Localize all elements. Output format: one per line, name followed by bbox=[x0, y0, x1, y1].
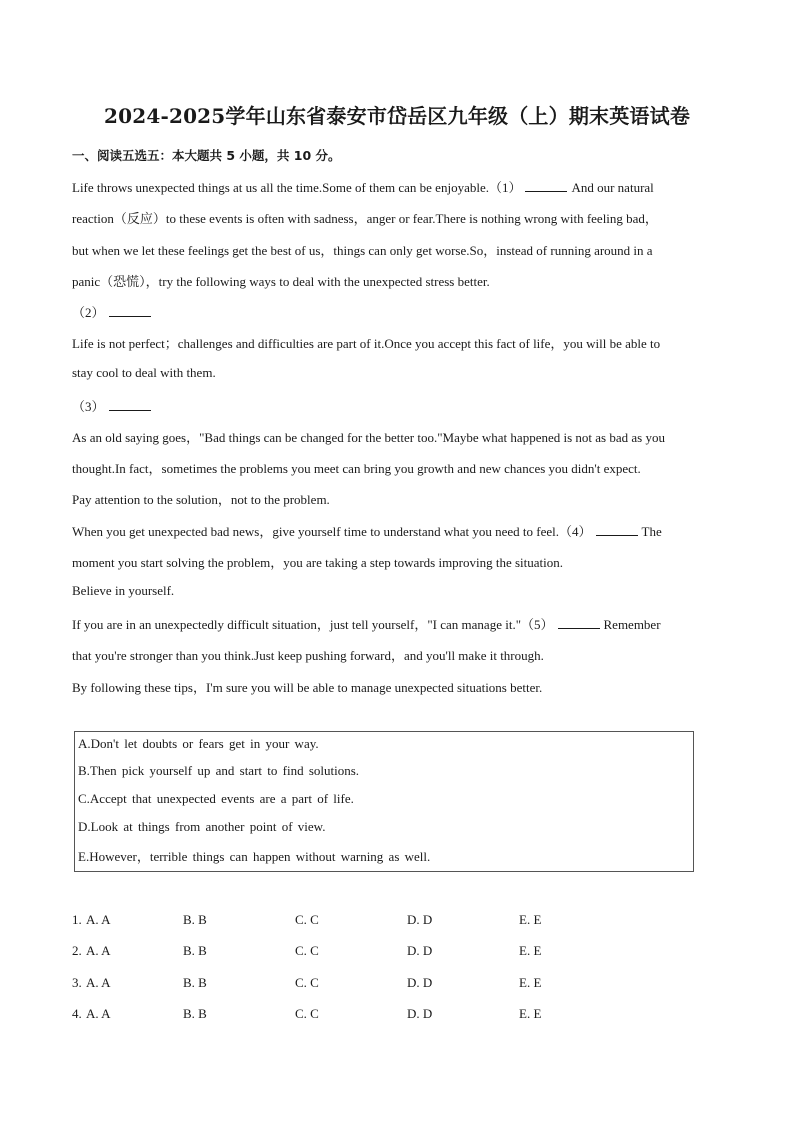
passage-line: but when we let these feelings get the best of us，things can only get worse.So，instead of running around in a bbox=[72, 243, 653, 258]
passage-line bbox=[72, 177, 654, 196]
choice-d[interactable]: D. D bbox=[407, 1006, 433, 1021]
passage-line: Pay attention to the solution，not to the problem. bbox=[72, 492, 330, 507]
passage-text: And our natural bbox=[571, 180, 654, 195]
choice-e[interactable]: E. E bbox=[519, 975, 542, 990]
question-row bbox=[72, 943, 672, 961]
answer-blank-1[interactable] bbox=[525, 181, 567, 192]
passage-text: If you are in an unexpectedly difficult situation，just tell yourself，"I can manage it."（5） bbox=[72, 617, 554, 632]
passage-text: The bbox=[641, 524, 662, 539]
choice-e[interactable]: E. E bbox=[519, 1006, 542, 1021]
passage-line bbox=[72, 396, 155, 415]
choice-d[interactable]: D. D bbox=[407, 943, 433, 958]
passage-line: Believe in yourself. bbox=[72, 583, 175, 598]
passage-line: that you're stronger than you think.Just keep pushing forward，and you'll make it through. bbox=[72, 648, 544, 663]
passage-text: Life throws unexpected things at us all the time.Some of them can be enjoyable.（1） bbox=[72, 180, 522, 195]
choice-a[interactable]: A. A bbox=[86, 912, 111, 927]
option-a: A.Don't let doubts or fears get in your way. bbox=[78, 736, 319, 751]
answer-blank-3[interactable] bbox=[109, 400, 151, 411]
options-box bbox=[74, 731, 694, 872]
choice-d[interactable]: D. D bbox=[407, 912, 433, 927]
passage-line: Life is not perfect；challenges and difficulties are part of it.Once you accept this fact of life，you will be able to bbox=[72, 336, 661, 351]
answer-blank-2[interactable] bbox=[109, 306, 151, 317]
choice-a[interactable]: A. A bbox=[86, 943, 111, 958]
question-number: 3. bbox=[72, 975, 82, 990]
choice-d[interactable]: D. D bbox=[407, 975, 433, 990]
choice-b[interactable]: B. B bbox=[183, 975, 207, 990]
choice-e[interactable]: E. E bbox=[519, 912, 542, 927]
passage-line bbox=[72, 302, 155, 321]
question-row bbox=[72, 1006, 672, 1024]
passage-line: thought.In fact，sometimes the problems you meet can bring you growth and new chances you didn't expect. bbox=[72, 461, 641, 476]
question-row bbox=[72, 975, 672, 993]
answer-blank-4[interactable] bbox=[596, 525, 638, 536]
option-c: C.Accept that unexpected events are a part of life. bbox=[78, 791, 354, 806]
passage-text: Remember bbox=[603, 617, 661, 632]
question-number: 2. bbox=[72, 943, 82, 958]
blank-number: （2） bbox=[72, 305, 105, 320]
option-e: E.However，terrible things can happen without warning as well. bbox=[78, 849, 431, 864]
passage-line: By following these tips，I'm sure you will be able to manage unexpected situations better. bbox=[72, 680, 543, 695]
passage-line: stay cool to deal with them. bbox=[72, 365, 216, 380]
option-d: D.Look at things from another point of view. bbox=[78, 819, 326, 834]
option-b: B.Then pick yourself up and start to find solutions. bbox=[78, 763, 360, 778]
question-number: 4. bbox=[72, 1006, 82, 1021]
blank-number: （3） bbox=[72, 399, 105, 414]
passage-line: moment you start solving the problem，you are taking a step towards improving the situation. bbox=[72, 555, 564, 570]
page-title: 2024-2025学年山东省泰安市岱岳区九年级（上）期末英语试卷 bbox=[103, 104, 691, 128]
choice-a[interactable]: A. A bbox=[86, 975, 111, 990]
question-number: 1. bbox=[72, 912, 82, 927]
choice-c[interactable]: C. C bbox=[295, 1006, 319, 1021]
passage-line bbox=[72, 521, 662, 540]
passage-line bbox=[72, 614, 661, 633]
choice-e[interactable]: E. E bbox=[519, 943, 542, 958]
passage-line: As an old saying goes，"Bad things can be changed for the better too."Maybe what happened is not as bad as you bbox=[72, 430, 665, 445]
choice-c[interactable]: C. C bbox=[295, 975, 319, 990]
passage-text: When you get unexpected bad news，give yourself time to understand what you need to feel.（4） bbox=[72, 524, 592, 539]
choice-c[interactable]: C. C bbox=[295, 943, 319, 958]
answer-blank-5[interactable] bbox=[558, 618, 600, 629]
section-heading: 一、阅读五选五：本大题共 5 小题，共 10 分。 bbox=[72, 148, 341, 163]
question-row bbox=[72, 912, 672, 930]
passage-line: panic（恐慌），try the following ways to deal with the unexpected stress better. bbox=[72, 274, 490, 289]
passage-line: reaction（反应）to these events is often with sadness，anger or fear.There is nothing wrong with feeling bad， bbox=[72, 211, 658, 226]
choice-b[interactable]: B. B bbox=[183, 943, 207, 958]
choice-c[interactable]: C. C bbox=[295, 912, 319, 927]
choice-a[interactable]: A. A bbox=[86, 1006, 111, 1021]
choice-b[interactable]: B. B bbox=[183, 1006, 207, 1021]
choice-b[interactable]: B. B bbox=[183, 912, 207, 927]
